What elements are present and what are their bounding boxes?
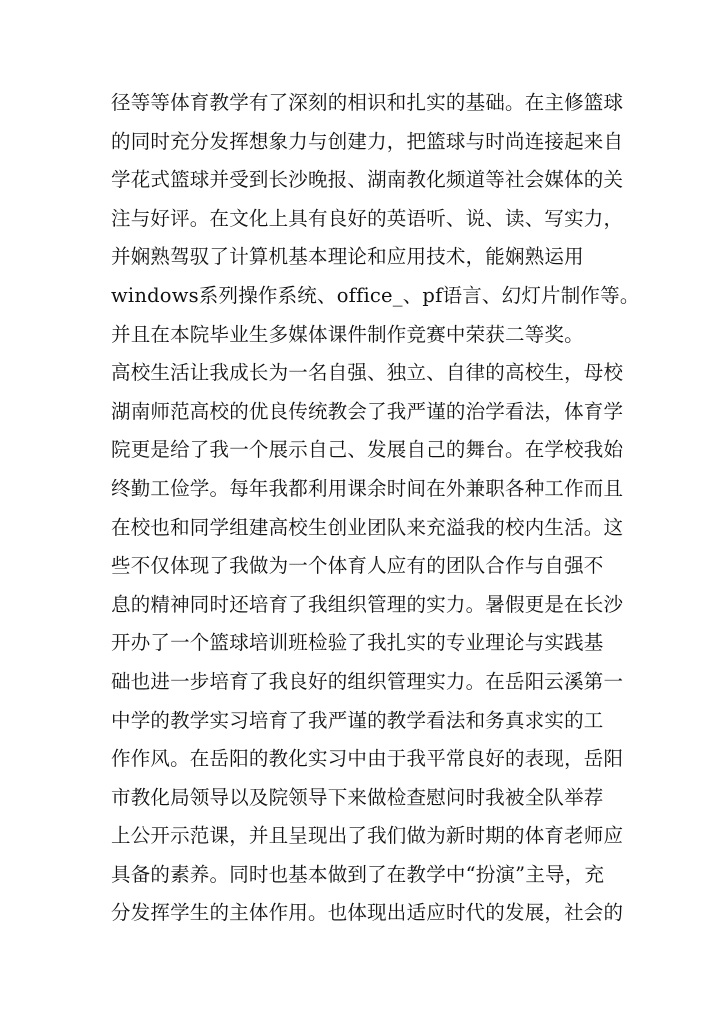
text-line: 并且在本院毕业生多媒体课件制作竞赛中荣获二等奖。: [111, 322, 584, 346]
text-line: 些不仅体现了我做为一个体育人应有的团队合作与自强不: [111, 554, 604, 578]
text-line: 市教化局领导以及院领导下来做检查慰问时我被全队举荐: [111, 785, 604, 809]
text-line: 湖南师范高校的优良传统教会了我严谨的治学看法，体育学: [111, 399, 624, 423]
text-line: 在校也和同学组建高校生创业团队来充溢我的校内生活。这: [111, 515, 624, 539]
text-line: 开办了一个篮球培训班检验了我扎实的专业理论与实践基: [111, 631, 604, 655]
text-line: 终勤工俭学。每年我都利用课余时间在外兼职各种工作而且: [111, 476, 624, 500]
text-line: 并娴熟驾驭了计算机基本理论和应用技术，能娴熟运用: [111, 245, 584, 269]
text-line: 具备的素养。同时也基本做到了在教学中“扮演”主导，充: [111, 862, 605, 886]
text-line: 径等等体育教学有了深刻的相识和扎实的基础。在主修篮球: [111, 91, 624, 114]
text-line: 的同时充分发挥想象力与创建力，把篮球与时尚连接起来自: [111, 129, 624, 153]
text-line: 院更是给了我一个展示自己、发展自己的舞台。在学校我始: [111, 438, 624, 462]
text-line: 学花式篮球并受到长沙晚报、湖南教化频道等社会媒体的关: [111, 168, 624, 192]
text-line: windows系列操作系统、office_、pf语言、幻灯片制作等。: [111, 283, 640, 307]
text-line: 上公开示范课，并且呈现出了我们做为新时期的体育老师应: [111, 824, 624, 848]
text-line: 础也进一步培育了我良好的组织管理实力。在岳阳云溪第一: [111, 669, 624, 693]
text-line: 注与好评。在文化上具有良好的英语听、说、读、写实力，: [111, 206, 624, 230]
text-line: 息的精神同时还培育了我组织管理的实力。暑假更是在长沙: [111, 592, 624, 616]
body-text: [111, 84, 640, 933]
text-line: 高校生活让我成长为一名自强、独立、自律的高校生，母校: [111, 361, 624, 385]
text-line: 中学的教学实习培育了我严谨的教学看法和务真求实的工: [111, 708, 604, 732]
text-line: 分发挥学生的主体作用。也体现出适应时代的发展，社会的: [111, 901, 624, 925]
text-line: 作作风。在岳阳的教化实习中由于我平常良好的表现，岳阳: [111, 747, 624, 771]
